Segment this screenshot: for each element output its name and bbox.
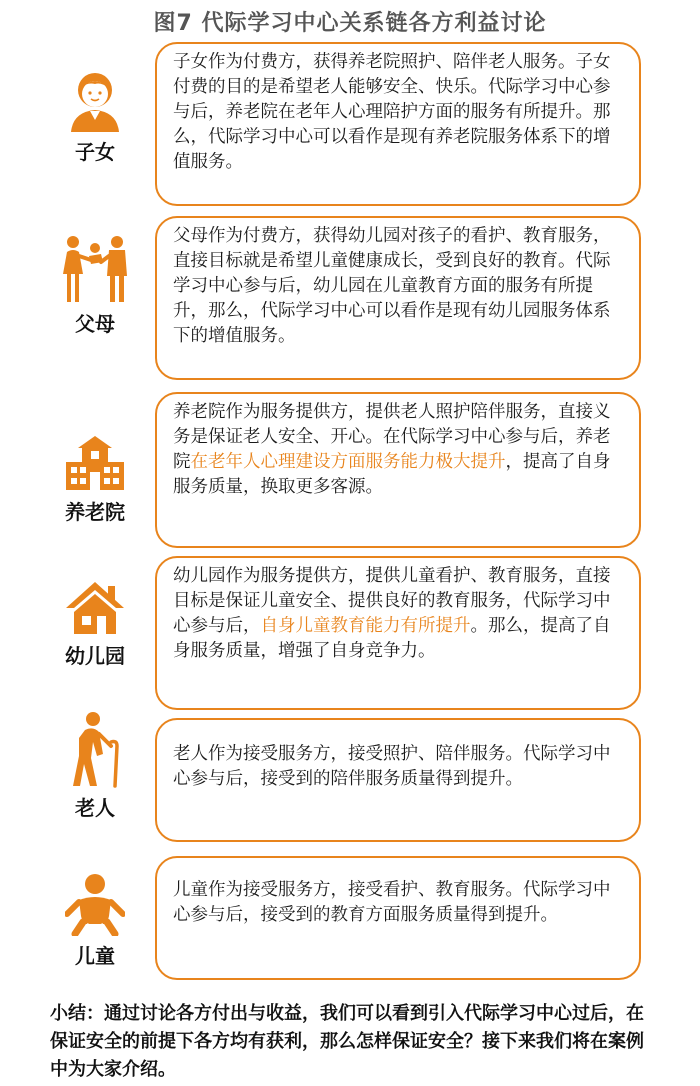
description-text: 老人作为接受服务方，接受照护、陪伴服务。代际学习中心参与后，接受到的陪伴服务质量得到提升。 [173,744,611,789]
party-label: 幼儿园 [65,644,125,668]
party-description-box [155,42,641,206]
party-description-box [155,856,641,980]
party-icon-column [40,874,150,969]
party-description-box [155,392,641,548]
party-icon-column [40,434,150,525]
party-description-box [155,718,641,842]
party-label: 老人 [75,796,115,820]
nursing-home-building-icon [64,434,126,492]
description-text: 幼儿园作为服务提供方，提供儿童看护、教育服务，直接目标是保证儿童安全、提供良好的教育服务，代际学习中心参与后， [173,566,611,636]
parents-with-baby-icon [57,234,133,304]
party-label: 儿童 [75,944,115,968]
party-label: 养老院 [65,500,125,524]
party-description-box [155,556,641,710]
description-text: 父母作为付费方，获得幼儿园对孩子的看护、教育服务，直接目标就是希望儿童健康成长，受到良好的教育。代际学习中心参与后，幼儿园在儿童教育方面的服务有所提升，那么，代际学习中心可以看作是现有幼儿园服务体系下的增值服务。 [173,226,611,346]
description-text: 儿童作为接受服务方，接受看护、教育服务。代际学习中心参与后，接受到的教育方面服务质量得到提升。 [173,880,611,925]
description-text-tail: 。那么，提高了自身服务质量，增强了自身竞争力。 [173,616,611,661]
child-adult-icon [63,68,127,132]
party-icon-column [40,712,150,821]
description-text: 养老院作为服务提供方，提供老人照护陪伴服务，直接义务是保证老人安全、开心。在代际学习中心参与后，养老院 [173,402,611,472]
party-icon-column [40,580,150,669]
figure-title: 图7 代际学习中心关系链各方利益讨论 [153,11,547,36]
party-label: 子女 [75,140,115,164]
party-icon-column [40,234,150,337]
highlighted-text: 在老年人心理建设方面服务能力极大提升 [190,452,506,472]
summary-text: 小结：通过讨论各方付出与收益，我们可以看到引入代际学习中心过后，在保证安全的前提下各方均有获利，那么怎样保证安全？接下来我们将在案例中为大家介绍。 [50,1003,644,1080]
party-description-box [155,216,641,380]
highlighted-text: 自身儿童教育能力有所提升 [260,616,471,636]
description-text-tail: ，提高了自身服务质量，换取更多客源。 [173,452,611,497]
party-icon-column [40,68,150,165]
kindergarten-house-icon [64,580,126,636]
baby-icon [65,874,125,936]
elderly-with-cane-icon [67,712,123,788]
description-text: 子女作为付费方，获得养老院照护、陪伴老人服务。子女付费的目的是希望老人能够安全、快乐。代际学习中心参与后，养老院在老年人心理陪护方面的服务有所提升。那么，代际学习中心可以看作是现有养老院服务体系下的增值服务。 [173,52,611,172]
party-label: 父母 [75,312,115,336]
